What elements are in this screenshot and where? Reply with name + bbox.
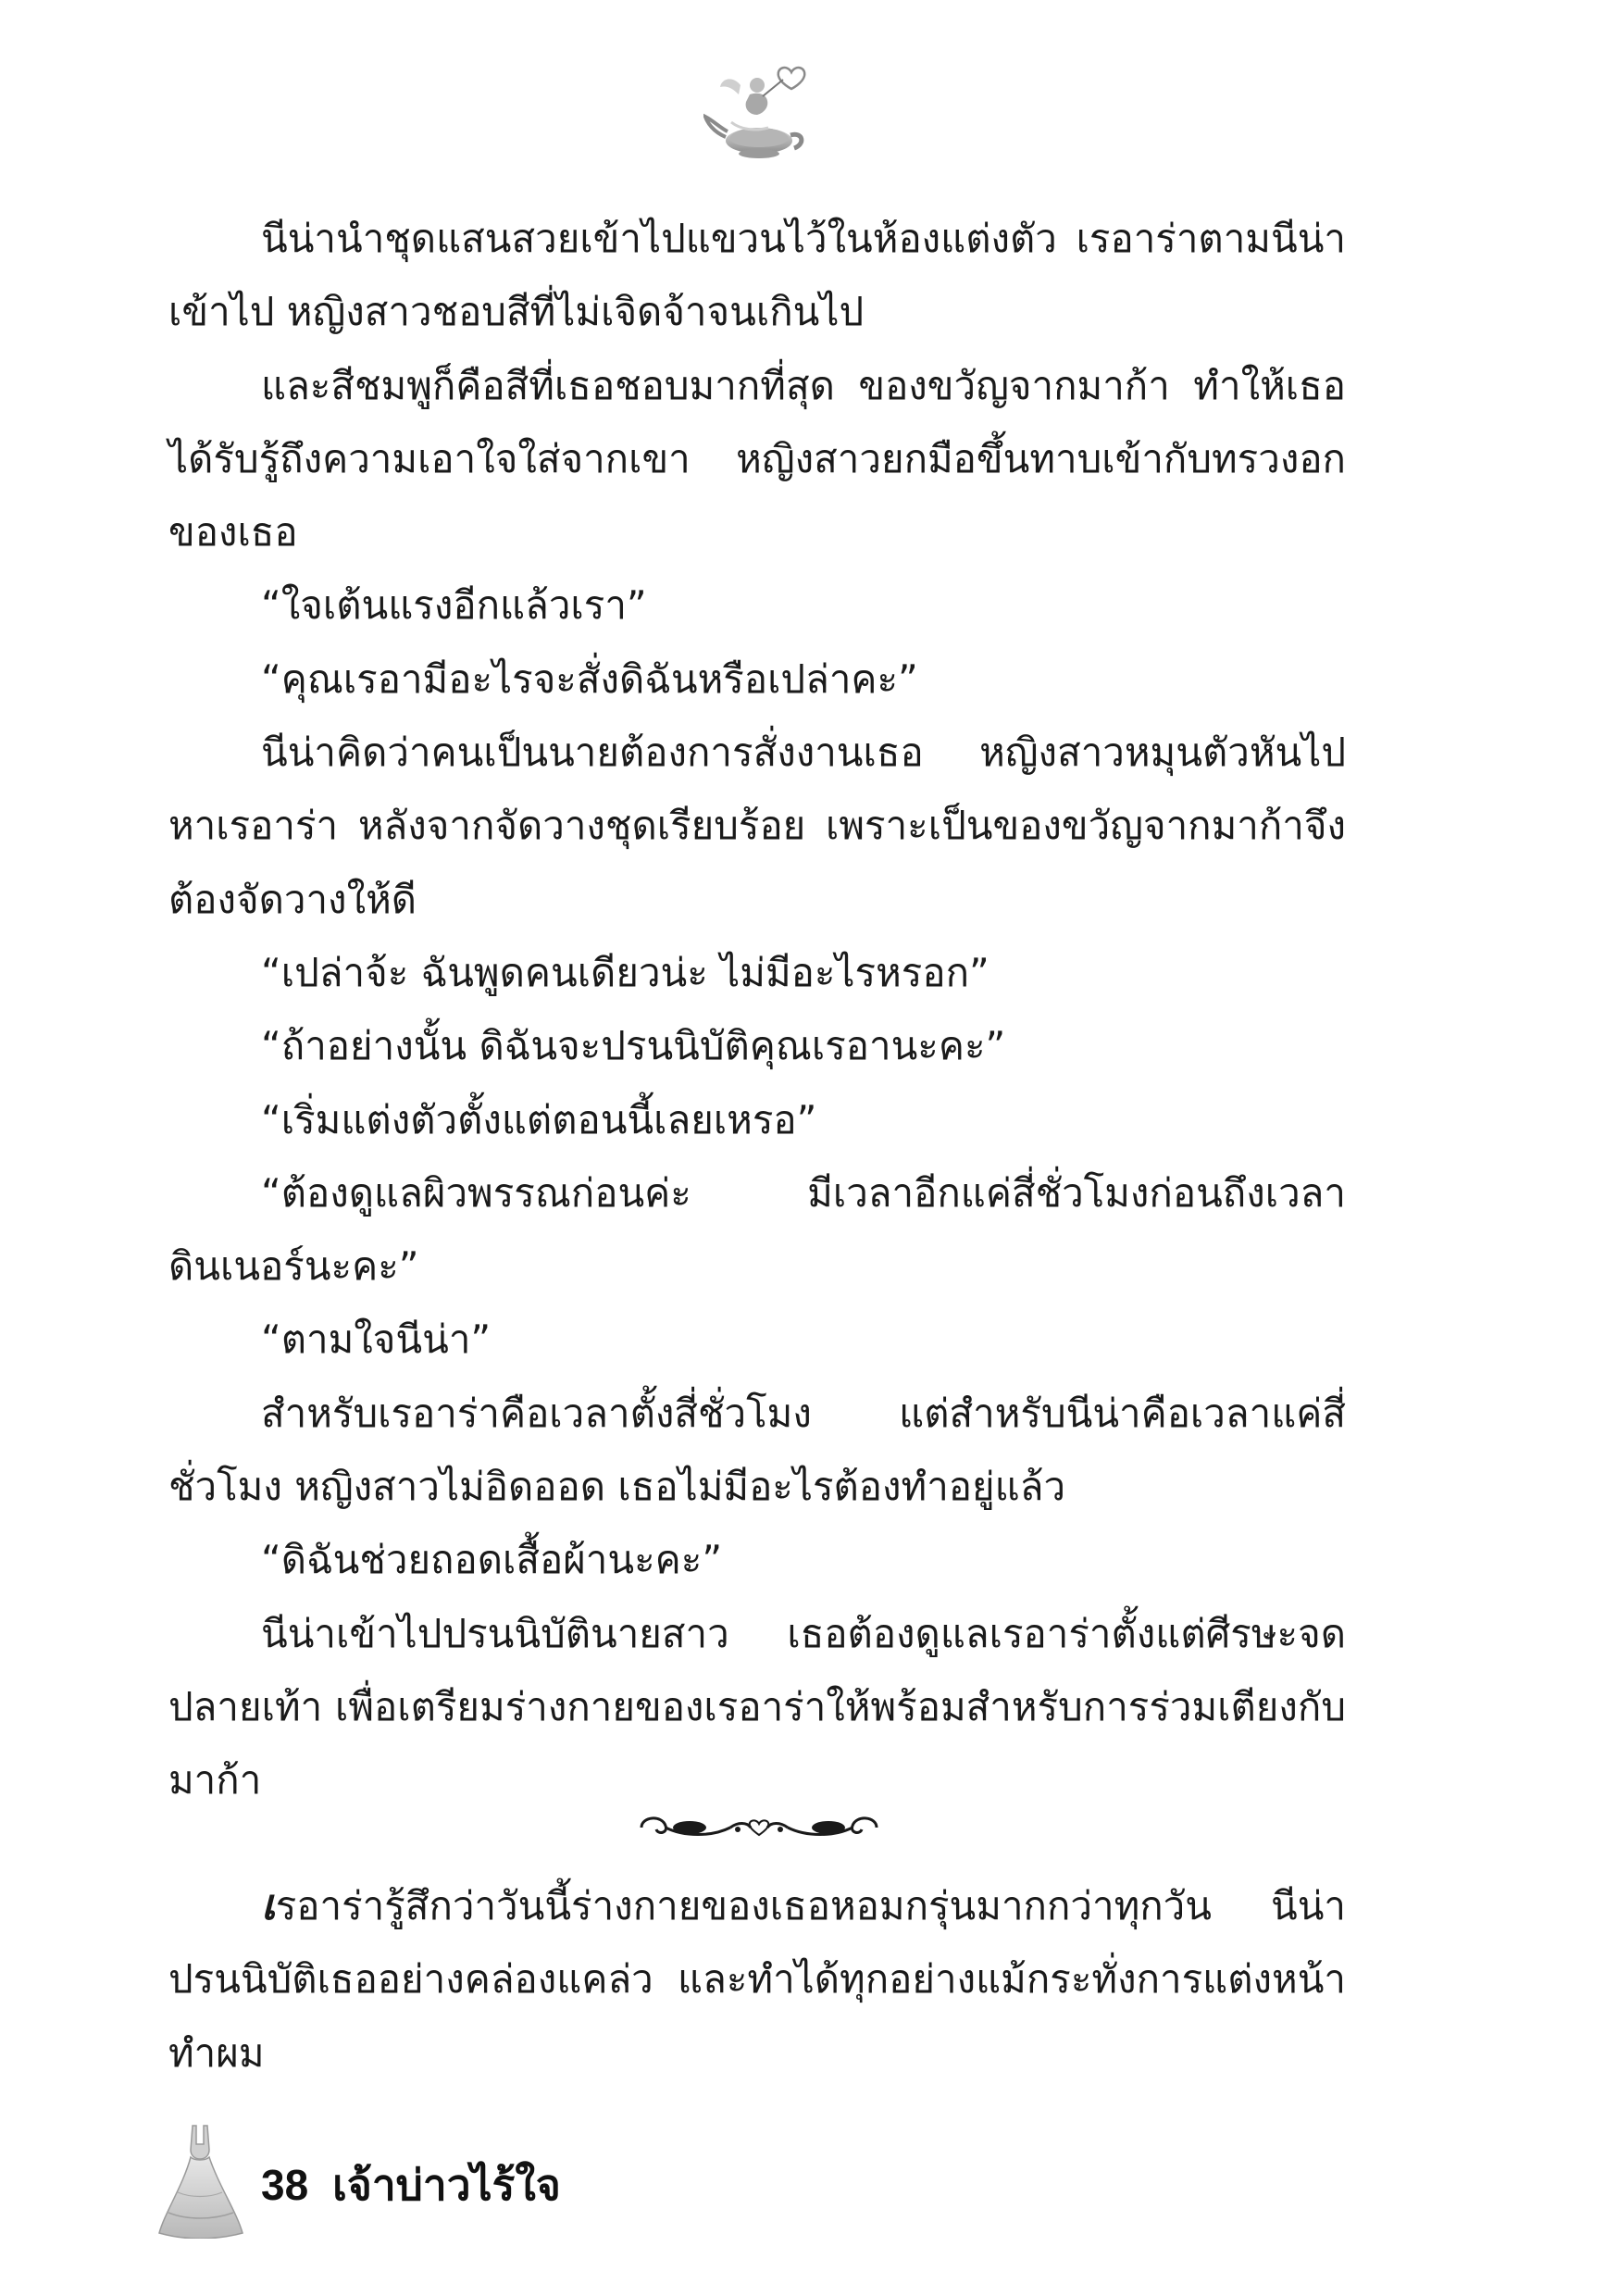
dropcap-letter: เ: [261, 1879, 276, 1929]
paragraph-text: รอาร่ารู้สึกว่าวันนี้ร่างกายของเธอหอมกรุ่นมากกว่าทุกวัน นีน่าปรนนิบัติเธออย่างคล่องแคล่ว และทำได้ทุกอย่างแม้กระทั่งการแต่งหน้าทำผม: [168, 1883, 1346, 2076]
dialogue-line: “คุณเรอามีอะไรจะสั่งดิฉันหรือเปล่าคะ”: [261, 655, 918, 702]
dialogue-line: “เปล่าจ้ะ ฉันพูดคนเดียวน่ะ ไม่มีอะไรหรอก”: [261, 949, 989, 995]
paragraph: และสีชมพูก็คือสีที่เธอชอบมากที่สุด ของขวัญจากมาก้า ทำให้เธอได้รับรู้ถึงความเอาใจใส่จากเขา หญิงสาวยกมือขึ้นทาบเข้ากับทรวงอกของเธอ: [168, 362, 1346, 555]
dialogue-line: “เริ่มแต่งตัวตั้งแต่ตอนนี้เลยเหรอ”: [261, 1096, 817, 1142]
paragraph: นีน่าคิดว่าคนเป็นนายต้องการสั่งงานเธอ หญิงสาวหมุนตัวหันไปหาเรอาร่า หลังจากจัดวางชุดเรียบร้อย เพราะเป็นของขวัญจากมาก้าจึงต้องจัดวางให้ดี: [168, 730, 1346, 922]
book-title: เจ้าบ่าวไร้ใจ: [332, 2161, 561, 2209]
body-text: [168, 202, 1346, 1817]
page-number: 38: [261, 2161, 309, 2209]
page-footer: [261, 2157, 561, 2213]
wedding-dress-icon: [156, 2120, 244, 2239]
dialogue-line: “ต้องดูแลผิวพรรณก่อนค่ะ มีเวลาอีกแค่สี่ชั่วโมงก่อนถึงเวลาดินเนอร์นะคะ”: [168, 1169, 1346, 1290]
dialogue-line: “ตามใจนีน่า”: [261, 1316, 492, 1363]
dialogue-line: “ใจเต้นแรงอีกแล้วเรา”: [261, 582, 647, 629]
paragraph: สำหรับเรอาร่าคือเวลาตั้งสี่ชั่วโมง แต่สำหรับนีน่าคือเวลาแค่สี่ชั่วโมง หญิงสาวไม่อิดออด เธอไม่มีอะไรต้องทำอยู่แล้ว: [168, 1390, 1346, 1510]
ornamental-divider-icon: [634, 1805, 884, 1848]
dialogue-line: “ดิฉันช่วยถอดเสื้อผ้านะคะ”: [261, 1537, 723, 1583]
cupid-teapot-icon: [703, 57, 815, 167]
paragraph: นีน่านำชุดแสนสวยเข้าไปแขวนไว้ในห้องแต่งตัว เรอาร่าตามนีน่าเข้าไป หญิงสาวชอบสีที่ไม่เจิดจ้าจนเกินไป: [168, 216, 1346, 335]
body-text-after-divider: [168, 1868, 1346, 2090]
paragraph: นีน่าเข้าไปปรนนิบัตินายสาว เธอต้องดูแลเรอาร่าตั้งแต่ศีรษะจดปลายเท้า เพื่อเตรียมร่างกายของเรอาร่าให้พร้อมสำหรับการร่วมเตียงกับมาก้า: [168, 1610, 1346, 1803]
paragraph: [168, 1868, 1346, 2090]
dialogue-line: “ถ้าอย่างนั้น ดิฉันจะปรนนิบัติคุณเรอานะคะ”: [261, 1023, 1006, 1069]
